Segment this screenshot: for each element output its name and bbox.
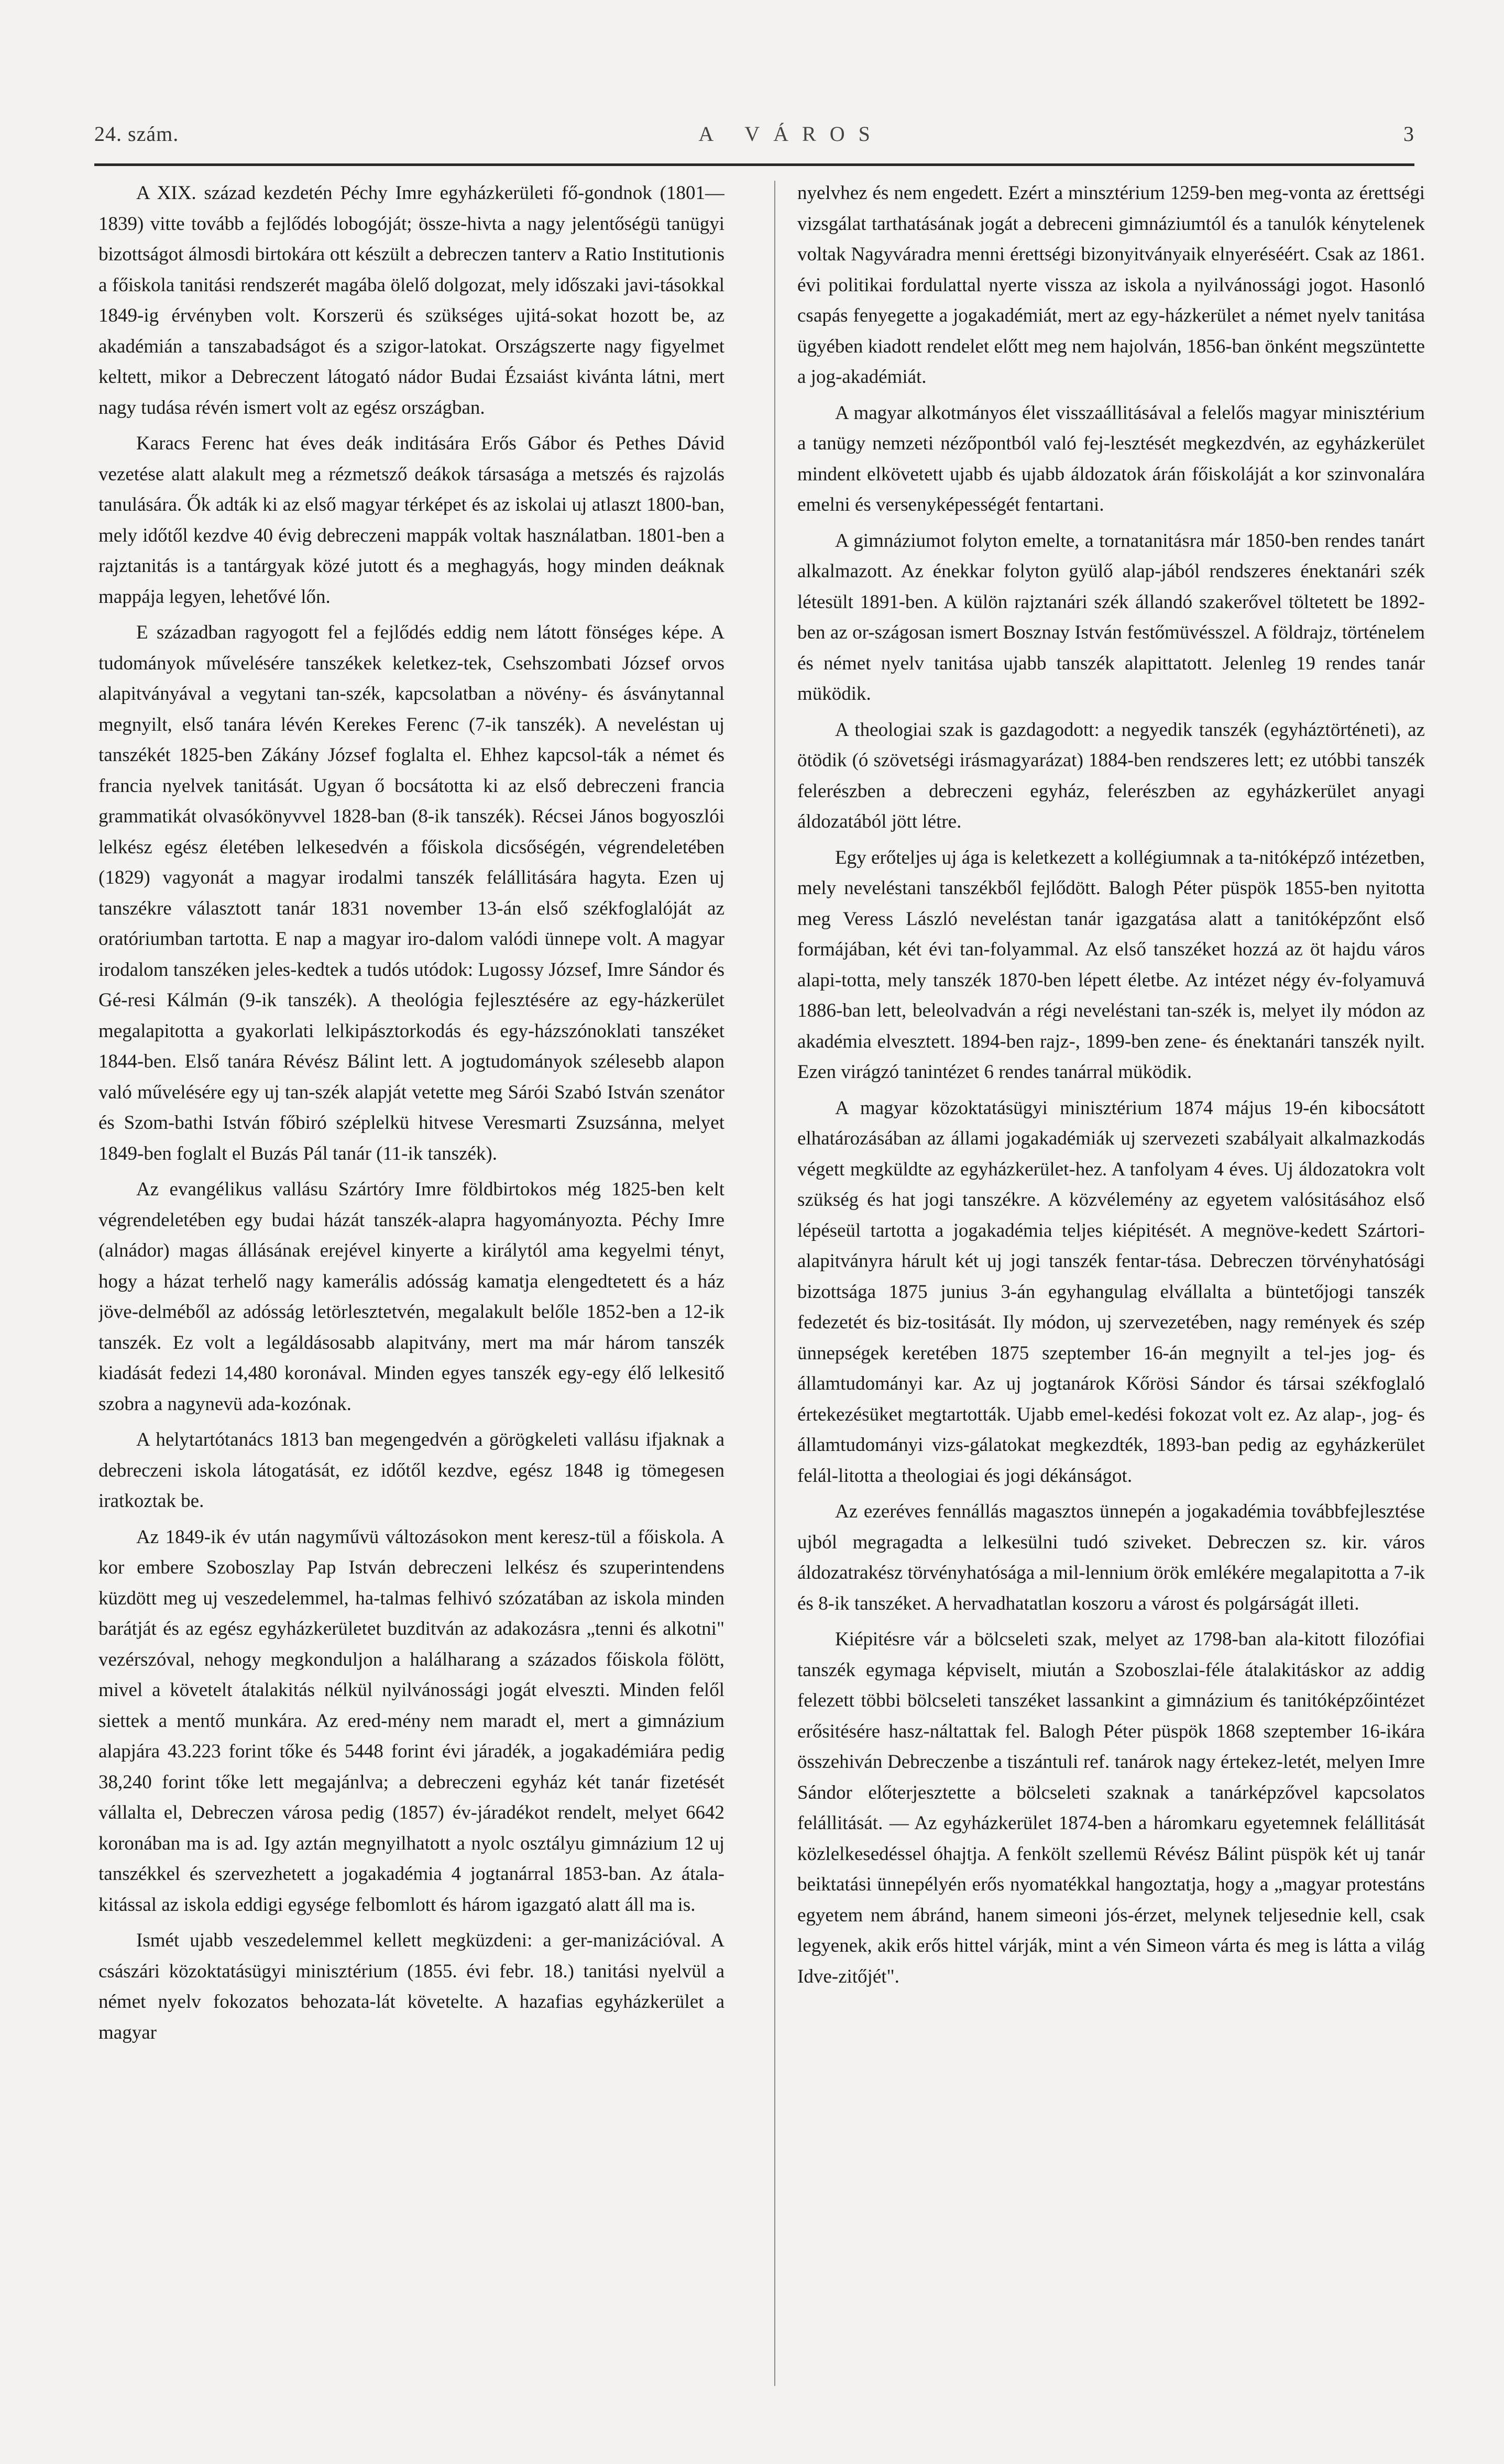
newspaper-title: A VÁROS — [698, 122, 884, 146]
page-header — [94, 122, 1414, 163]
paragraph: A XIX. század kezdetén Péchy Imre egyházkerületi fő-gondnok (1801—1839) vitte tovább a fejlődés lobogóját; össze-hivta a nagy jelentőségü tanügyi bizottságot álmosdi birtokára ott készült a debreczen tanterv a Ratio Institutionis a főiskola tanitási rendszerét magába ölelő dolgozat, mely időszaki javi-tásokkal 1849-ig érvényben volt. Korszerü és szükséges ujitá-sokat hozott be, az akadémián a tanszabadságot és a szigor-latokat. Országszerte nagy figyelmet keltett, mikor a Debreczent látogató nádor Budai Ézsaiást kivánta látni, mert nagy tudása révén ismert volt az egész országban. — [98, 182, 724, 419]
right-column — [797, 178, 1425, 2430]
paragraph: Az 1849-ik év után nagyművü változásokon ment keresz-tül a főiskola. A kor embere Szoboszlay Pap István debreczeni lelkész és szuperintendens küzdött meg uj veszedelemmel, ha-talmas felhivó szózatában az iskola minden barátját és az egész egyházkerületet buzditván az adakozásra „tenni és alkotni" vezérszóval, nehogy megkonduljon a halálharang a százados főiskola fölött, mivel a követelt átalakitás nélkül nyilvánossági jogát elveszti. Minden felől siettek a mentő munkára. Az ered-mény nem maradt el, mert a gimnázium alapjára 43.223 forint tőke és 5448 forint évi járadék, a jogakadémiára pedig 38,240 forint tőke lett megajánlva; a debreczeni egyház két tanár fizetését vállalta el, Debreczen városa pedig (1857) év-járadékot rendelt, melyet 6642 koronában ma is ad. Igy aztán megnyilhatott a nyolc osztályu gimnázium 12 uj tanszékkel és szervezhetett a jogakadémia 4 jogtanárral 1853-ban. Az átala-kitással az iskola eddigi egysége felbomlott és három igazgató alatt áll ma is. — [98, 1526, 724, 1916]
paragraph: Ismét ujabb veszedelemmel kellett megküzdeni: a ger-manizációval. A császári közoktatásügyi minisztérium (1855. évi febr. 18.) tanitási nyelvül a német nyelv fokozatos behozata-lát követelte. A hazafias egyházkerület a magyar — [98, 1930, 724, 2043]
header-rule — [94, 163, 1414, 166]
column-divider — [774, 181, 775, 2386]
paragraph: Karacs Ferenc hat éves deák inditására Erős Gábor és Pethes Dávid vezetése alatt alakult meg a rézmetsző deákok társasága a metszés és rajzolás tanulására. Ők adták ki az első magyar térképet és az iskolai uj atlaszt 1800-ban, mely időtől kezdve 40 évig debreczeni mappák voltak használatban. 1801-ben a rajztanitás is a tantárgyak közé jutott és a meghagyás, hogy minden deáknak mappája legyen, lehetővé lőn. — [98, 433, 724, 608]
paragraph: Egy erőteljes uj ága is keletkezett a kollégiumnak a ta-nitóképző intézetben, mely neveléstani tanszékből fejlődött. Balogh Péter püspök 1855-ben nyitotta meg Veress László neveléstan tanár igazgatása alatt a tanitóképzőnt első formájában, két évi tan-folyammal. Az első tanszéket hozzá az öt hajdu város alapi-totta, mely tanszék 1870-ben lépett életbe. Az intézet négy év-folyamuvá 1886-ban lett, beleolvadván a régi neveléstani tan-szék is, melyet ily módon az akadémia elvesztett. 1894-ben rajz-, 1899-ben zene- és énektanári tanszék nyilt. Ezen virágzó tanintézet 6 rendes tanárral müködik. — [797, 846, 1425, 1083]
left-column — [98, 178, 724, 2430]
paragraph: A gimnáziumot folyton emelte, a tornatanitásra már 1850-ben rendes tanárt alkalmazott. Az énekkar folyton gyülő alap-jából rendszeres énektanári szék létesült 1891-ben. A külön rajztanári szék állandó szakerővel töltetett be 1892-ben az or-szágosan ismert Bosznay István festőmüvésszel. A földrajz, történelem és német nyelv tanitása ujabb tanszék alapittatott. Jelenleg 19 rendes tanár müködik. — [797, 530, 1425, 705]
issue-number: 24. szám. — [94, 122, 179, 146]
paragraph: A magyar alkotmányos élet visszaállitásával a felelős magyar minisztérium a tanügy nemzeti nézőpontból való fej-lesztését megkezdvén, az egyházkerület mindent elkövetett ujabb és ujabb áldozatok árán főiskoláját a kor szinvonalára emelni és versenyképességét fentartani. — [797, 402, 1425, 515]
paragraph: Az ezeréves fennállás magasztos ünnepén a jogakadémia továbbfejlesztése ujból megragadta a lelkesülni tudó sziveket. Debreczen sz. kir. város áldozatrakész törvényhatósága a mil-lennium örök emlékére megalapitotta a 7-ik és 8-ik tanszéket. A hervadhatatlan koszoru a várost és polgárságát illeti. — [797, 1501, 1425, 1614]
paragraph: A helytartótanács 1813 ban megengedvén a görögkeleti vallásu ifjaknak a debreczeni iskola látogatását, ez időtől kezdve, egész 1848 ig tömegesen iratkoztak be. — [98, 1429, 724, 1512]
paragraph: Kiépitésre vár a bölcseleti szak, melyet az 1798-ban ala-kitott filozófiai tanszék egymaga képviselt, miután a Szoboszlai-féle átalakitáskor az addig felezett többi bölcseleti tanszéket lassankint a gimnázium és tanitóképzőintézet erősitésére hasz-náltattak fel. Balogh Péter püspök 1868 szeptember 16-ikára összehiván Debreczenbe a tiszántuli ref. tanárok nagy értekez-letét, melyen Imre Sándor előterjesztette a bölcseleti szaknak a tanárképzővel kapcsolatos felállitását. — Az egyházkerület 1874-ben a háromkaru egyetemnek felállitását közlelkesedéssel óhajtja. A fenkölt szellemü Révész Bálint püspök két uj tanár beiktatási ünnepélyén erős nyomatékkal hangoztatja, hogy a „magyar protestáns egyetem nem ábránd, hanem simeoni jós-érzet, melynek teljesednie kell, csak legyenek, akik erős hittel várják, mint a vén Simeon várta és meg is látta a világ Idve-zitőjét". — [797, 1629, 1425, 1987]
paragraph: E században ragyogott fel a fejlődés eddig nem látott fönséges képe. A tudományok művelésére tanszékek keletkez-tek, Csehszombati József orvos alapitványával a vegytani tan-szék, kapcsolatban a növény- és ásványtannal megnyilt, első tanára lévén Kerekes Ferenc (7-ik tanszék). A neveléstan uj tanszékét 1825-ben Zákány József foglalta el. Ehhez kapcsol-ták a német és francia nyelvek tanitását. Ugyan ő bocsátotta ki az első debreczeni francia grammatikát olvasókönyvvel 1828-ban (8-ik tanszék). Récsei János bogyoszlói lelkész egész életében lelkesedvén a főiskola dicsőségén, végrendeletében (1829) vagyonát a magyar irodalmi tanszék felállitására hagyta. Ezen uj tanszékre választott tanár 1831 november 13-án első székfoglalóját az oratóriumban tartotta. E nap a magyar iro-dalom valódi ünnepe volt. A magyar irodalom tanszéken jeles-kedtek a tudós utódok: Lugossy József, Imre Sándor és Gé-resi Kálmán (9-ik tanszék). A theológia fejlesztésére az egy-házkerület megalapitotta a gyakorlati lelkipásztorkodás és egy-házszónoklati tanszéket 1844-ben. Első tanára Révész Bálint lett. A jogtudományok szélesebb alapon való művelésére egy uj tan-szék alapját vetette meg Sárói Szabó István szenátor és Szom-bathi István főbiró széplelkü hitvese Veresmarti Zsuzsánna, melyet 1849-ben foglalt el Buzás Pál tanár (11-ik tanszék). — [98, 622, 724, 1164]
paragraph: Az evangélikus vallásu Szártóry Imre földbirtokos még 1825-ben kelt végrendeletében egy budai házát tanszék-alapra hagyományozta. Péchy Imre (alnádor) magas állásának erejével kinyerte a királytól ama kegyelmi tényt, hogy a házat terhelő nagy kamerális adósság kamatja elengedtetett és a ház jöve-delméből az adósság letörlesztetvén, megalakult belőle 1852-ben a 12-ik tanszék. Ez volt a legáldásosabb alapitvány, mert ma már három tanszék kiadását fedezi 14,480 koronával. Minden egyes tanszék egy-egy élő lelkesitő szobra a nagynevü ada-kozónak. — [98, 1179, 724, 1415]
paragraph-continued: nyelvhez és nem engedett. Ezért a minsztérium 1259-ben meg-vonta az érettségi vizsgálat tarthatásának jogát a debreceni gimnáziumtól és a tanulók kénytelenek voltak Nagyváradra menni érettségi bizonyitványaik elnyeréséért. Csak az 1861. évi politikai fordulattal nyerte vissza az iskola a nyilvánossági jogot. Hasonló csapás fenyegette a jogakadémiát, mert az egy-házkerület a német nyelv tanitása ügyében kiadott rendelet előtt meg nem hajolván, 1856-ban önként megszüntette a jog-akadémiát. — [797, 182, 1425, 388]
paragraph: A theologiai szak is gazdagodott: a negyedik tanszék (egyháztörténeti), az ötödik (ó szövetségi irásmagyarázat) 1884-ben rendszeres lett; ez utóbbi tanszék felerészben a debreczeni egyház, felerészben az egyházkerület anyagi áldozatából jött létre. — [797, 719, 1425, 832]
paragraph: A magyar közoktatásügyi minisztérium 1874 május 19-én kibocsátott elhatározásában az állami jogakadémiák uj szervezeti szabályait alkalmazkodás végett megküldte az egyházkerület-hez. A tanfolyam 4 éves. Uj áldozatokra volt szükség és hat jogi tanszékre. A közvélemény az egyetem valósitásához első lépéseül tartotta a jogakadémia teljes kiépitését. A megnöve-kedett Szártori-alapitványra hárult két uj jogi tanszék fentar-tása. Debreczen törvényhatósági bizottsága 1875 junius 3-án egyhangulag elvállalta a büntetőjogi tanszék fedezetét és biz-tositását. Ily módon, uj szervezetében, nagy remények és szép ünnepségek keretében 1875 szeptember 16-án megnyilt a tel-jes jog- és államtudományi kar. Az uj jogtanárok Kőrösi Sándor és társai székfoglaló értekezésüket megtartották. Ujabb emel-kedési fokozat volt ez. Az alap-, jog- és államtudományi vizs-gálatokat megkezdték, 1893-ban pedig az egyházkerület felál-litotta a theologiai és jogi dékánságot. — [797, 1097, 1425, 1487]
page-number: 3 — [1403, 122, 1414, 146]
